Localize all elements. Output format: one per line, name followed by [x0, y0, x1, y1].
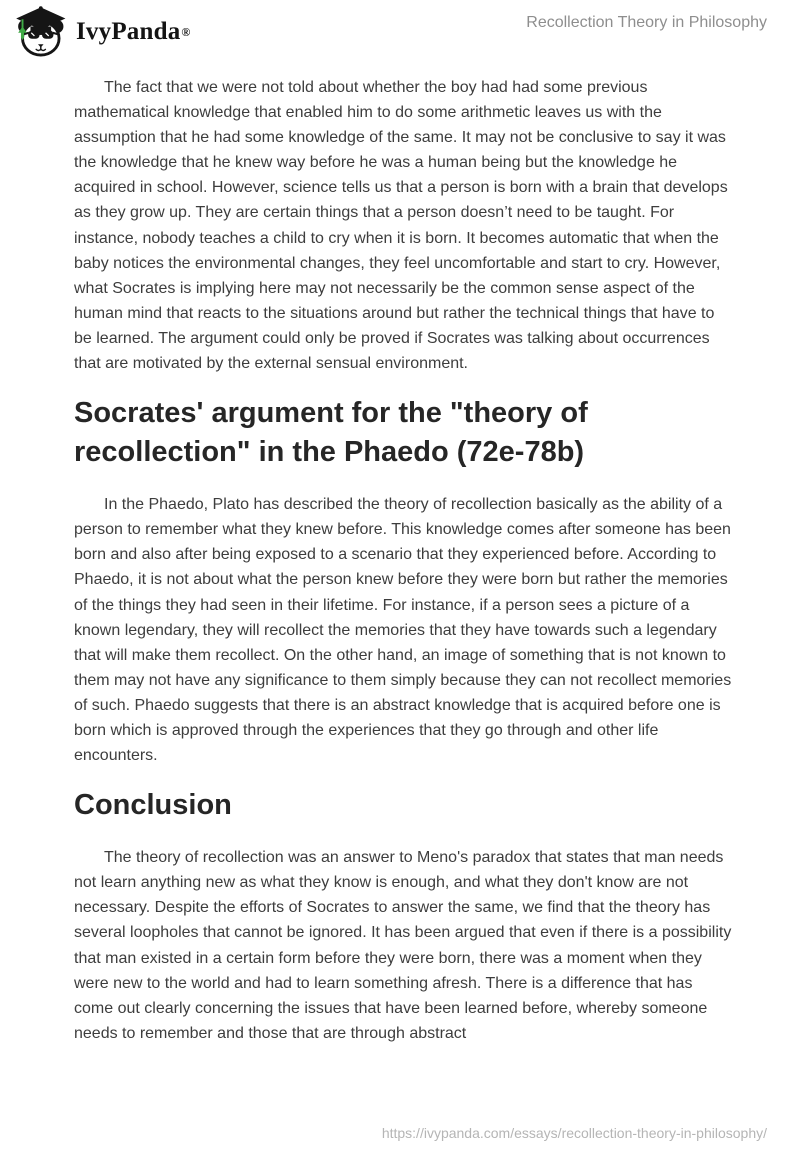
essay-content — [0, 64, 800, 1046]
intro-paragraph: The fact that we were not told about whether the boy had had some previous mathematical knowledge that enabled him to do some arithmetic leaves us with the assumption that he had some knowledge of the same. It may not be conclusive to say it was the knowledge that he knew way before he was a human being but the knowledge he acquired in school. However, science tells us that a person is born with a brain that develops as they grow up. They are certain things that a person doesn’t need to be taught. For instance, nobody teaches a child to cry when it is born. It becomes automatic that when the baby notices the environmental changes, they feel uncomfortable and start to cry. However, what Socrates is implying here may not necessarily be the common sense aspect of the human mind that reacts to the situations around but rather the technical things that have to be learned. The argument could only be proved if Socrates was talking about occurrences that are motivated by the external sensual environment. — [74, 79, 728, 373]
ivypanda-logo — [13, 4, 190, 60]
section-paragraph: In the Phaedo, Plato has described the theory of recollection basically as the ability of a person to remember what they knew before. This knowledge comes after someone has been born and also after being exposed to a scenario that they experienced before. According to Phaedo, it is not about what the person knew before they were born but rather the memories of the things they had seen in their lifetime. For instance, if a person sees a picture of a known legendary, they will recollect the memories that they have towards such a legendary that will make them recollect. On the other hand, an image of something that is not known to them may not have any significance to them simply because they can not recollect memories of such. Phaedo suggests that there is an abstract knowledge that is acquired before one is born which is approved through the experiences that they go through and other life encounters. — [74, 496, 732, 765]
brand-name: IvyPanda — [76, 18, 181, 45]
panda-graduation-cap-icon — [13, 4, 67, 60]
document-title: Recollection Theory in Philosophy — [526, 14, 767, 31]
registered-trademark-symbol: ® — [181, 24, 191, 39]
page-url: https://ivypanda.com/essays/recollection-theory-in-philosophy/ — [381, 1125, 767, 1141]
conclusion-paragraph: The theory of recollection was an answer to Meno's paradox that states that man needs not learn anything new as what they know is enough, and what they don't know are not necessary. Despite the efforts of Socrates to answer the same, we find that the theory has several loopholes that cannot be ignored. It has been argued that even if there is a possibility that man existed in a certain form before they were born, there was a moment when they were new to the world and had to learn something afresh. There is a difference that has come out clearly concerning the issues that have been learned before, whereby someone needs to remember and those that are through abstract — [74, 849, 732, 1042]
section-heading: Socrates' argument for the "theory of recollection" in the Phaedo (72e-78b) — [74, 397, 588, 469]
print-header — [0, 0, 800, 64]
print-footer — [382, 1125, 767, 1143]
conclusion-heading: Conclusion — [74, 789, 232, 822]
